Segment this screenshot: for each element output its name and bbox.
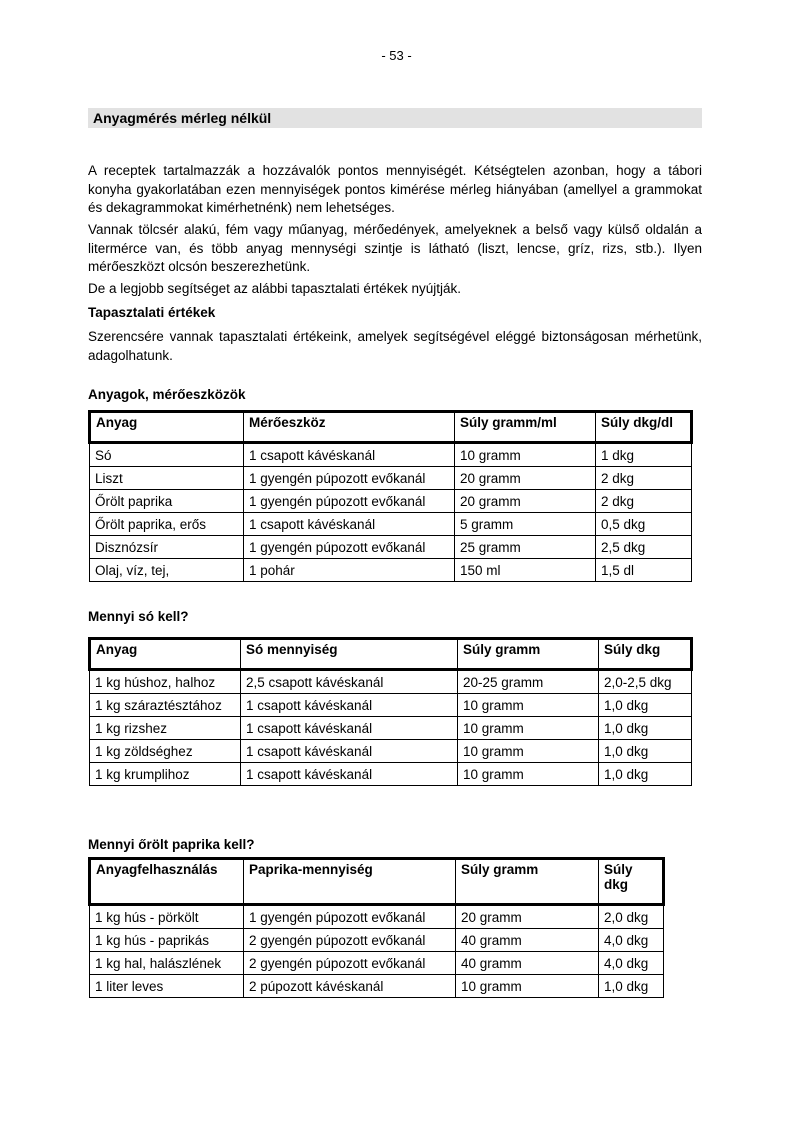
column-header: Anyag [90, 412, 244, 443]
table-row [90, 536, 692, 559]
column-header: Anyagfelhasználás [90, 859, 244, 905]
table-header-row [90, 412, 692, 443]
table-cell: 1 liter leves [90, 975, 244, 998]
experience-paragraph: Szerencsére vannak tapasztalati értékeink, amelyek segítségével eléggé biztonságosan mérhetünk, adagolhatunk. [88, 329, 702, 363]
page-title: Anyagmérés mérleg nélkül [88, 108, 702, 128]
table-cell: Disznózsír [90, 536, 244, 559]
table-cell: 10 gramm [455, 443, 596, 467]
table-row [90, 559, 692, 582]
table-cell: 2 gyengén púpozott evőkanál [244, 929, 456, 952]
table-row [90, 490, 692, 513]
table-cell: 4,0 dkg [599, 929, 664, 952]
table-cell: 1,0 dkg [599, 975, 664, 998]
table-cell: 1,0 dkg [599, 694, 692, 717]
salt-quantity-table [88, 637, 693, 786]
table-cell: 25 gramm [455, 536, 596, 559]
table-cell: 1 dkg [596, 443, 692, 467]
table-cell: 10 gramm [458, 717, 599, 740]
table-cell: 20 gramm [456, 905, 599, 929]
table-heading-salt: Mennyi só kell? [88, 609, 189, 624]
intro-paragraph-1: A receptek tartalmazzák a hozzávalók pontos mennyiségét. Kétségtelen azonban, hogy a tábori konyha gyakorlatában ezen mennyiségek pontos kimérése mérleg hiányában (amellyel a grammokat és dekagrammokat kimérhetnénk) nem lehetséges. [88, 163, 702, 215]
table-cell: 40 gramm [456, 929, 599, 952]
table-row [90, 763, 692, 786]
table-heading-paprika: Mennyi őrölt paprika kell? [88, 837, 255, 852]
column-header: Só mennyiség [241, 639, 458, 670]
table-cell: 2 púpozott kávéskanál [244, 975, 456, 998]
column-header: Súly dkg [599, 859, 664, 905]
table-cell: 1 csapott kávéskanál [244, 443, 455, 467]
column-header: Anyag [90, 639, 241, 670]
table-cell: 40 gramm [456, 952, 599, 975]
table-cell: 2,0 dkg [599, 905, 664, 929]
intro-paragraph-2: Vannak tölcsér alakú, fém vagy műanyag, mérőedények, amelyeknek a belső vagy külső oldalán a litermérce van, és több anyag mennységi szintje is látható (liszt, lencse, gríz, rizs, stb.). Ilyen mérőeszközt olcsón beszerezhetünk. [88, 222, 702, 274]
table-cell: 1 csapott kávéskanál [241, 717, 458, 740]
table-row [90, 670, 692, 694]
table-cell: 20 gramm [455, 490, 596, 513]
table-cell: 20 gramm [455, 467, 596, 490]
table-row [90, 929, 664, 952]
table-cell: Olaj, víz, tej, [90, 559, 244, 582]
table-cell: 1,0 dkg [599, 740, 692, 763]
table-header-row [90, 639, 692, 670]
table-cell: 2,5 csapott kávéskanál [241, 670, 458, 694]
table-cell: 1 kg rizshez [90, 717, 241, 740]
table-cell: 1,0 dkg [599, 763, 692, 786]
table-row [90, 443, 692, 467]
table-cell: 10 gramm [458, 763, 599, 786]
table-cell: 1 kg száraztésztához [90, 694, 241, 717]
page-number: - 53 - [381, 48, 412, 63]
table-cell: 1 kg hús - paprikás [90, 929, 244, 952]
table-cell: Őrölt paprika, erős [90, 513, 244, 536]
table-cell: 1 gyengén púpozott evőkanál [244, 467, 455, 490]
table-row [90, 952, 664, 975]
column-header: Mérőeszköz [244, 412, 455, 443]
table-cell: Őrölt paprika [90, 490, 244, 513]
column-header: Paprika-mennyiség [244, 859, 456, 905]
intro-paragraph-3: De a legjobb segítséget az alábbi tapasztalati értékek nyújtják. [88, 281, 461, 296]
table-cell: 1 gyengén púpozott evőkanál [244, 536, 455, 559]
table-cell: Só [90, 443, 244, 467]
table-cell: 1 kg zöldséghez [90, 740, 241, 763]
table-row [90, 717, 692, 740]
table-row [90, 905, 664, 929]
table-heading-materials: Anyagok, mérőeszközök [88, 387, 246, 402]
column-header: Súly gramm/ml [455, 412, 596, 443]
materials-table [88, 410, 693, 582]
table-cell: 1 csapott kávéskanál [241, 740, 458, 763]
table-cell: 150 ml [455, 559, 596, 582]
table-cell: 1 csapott kávéskanál [241, 694, 458, 717]
table-row [90, 467, 692, 490]
table-cell: 2 dkg [596, 490, 692, 513]
table-cell: 1,0 dkg [599, 717, 692, 740]
table-row [90, 975, 664, 998]
table-cell: 2,0-2,5 dkg [599, 670, 692, 694]
table-cell: 1 kg hal, halászlének [90, 952, 244, 975]
paprika-quantity-table [88, 857, 665, 998]
table-cell: 2 dkg [596, 467, 692, 490]
table-cell: 1 kg hús - pörkölt [90, 905, 244, 929]
table-cell: 10 gramm [458, 694, 599, 717]
table-cell: 4,0 dkg [599, 952, 664, 975]
table-cell: 1 gyengén púpozott evőkanál [244, 490, 455, 513]
table-cell: 2,5 dkg [596, 536, 692, 559]
table-cell: 20-25 gramm [458, 670, 599, 694]
table-cell: 1,5 dl [596, 559, 692, 582]
table-cell: 2 gyengén púpozott evőkanál [244, 952, 456, 975]
table-cell: 5 gramm [455, 513, 596, 536]
table-cell: 1 csapott kávéskanál [244, 513, 455, 536]
table-cell: 1 csapott kávéskanál [241, 763, 458, 786]
column-header: Súly gramm [458, 639, 599, 670]
table-row [90, 740, 692, 763]
column-header: Súly dkg [599, 639, 692, 670]
table-cell: 10 gramm [456, 975, 599, 998]
table-header-row [90, 859, 664, 905]
table-cell: 1 pohár [244, 559, 455, 582]
table-cell: 1 gyengén púpozott evőkanál [244, 905, 456, 929]
column-header: Súly dkg/dl [596, 412, 692, 443]
table-row [90, 513, 692, 536]
table-cell: 10 gramm [458, 740, 599, 763]
table-row [90, 694, 692, 717]
table-cell: Liszt [90, 467, 244, 490]
table-cell: 0,5 dkg [596, 513, 692, 536]
column-header: Súly gramm [456, 859, 599, 905]
experience-heading: Tapasztalati értékek [88, 305, 216, 320]
table-cell: 1 kg krumplihoz [90, 763, 241, 786]
table-cell: 1 kg húshoz, halhoz [90, 670, 241, 694]
